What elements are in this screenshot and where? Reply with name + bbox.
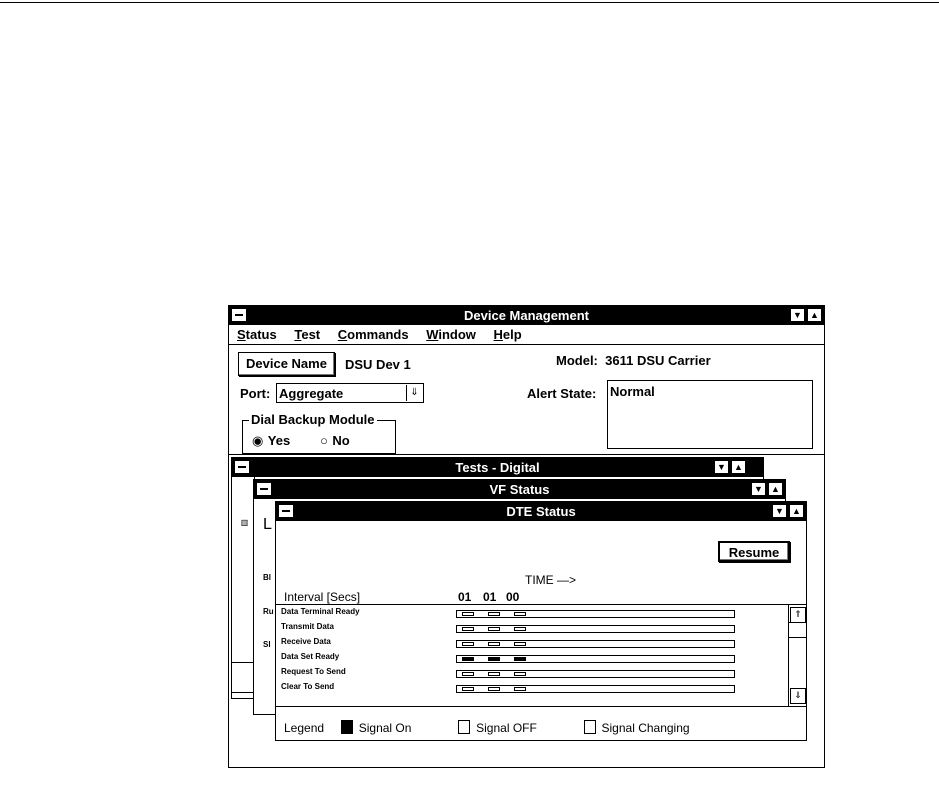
signal-changing-swatch [584,720,596,734]
radio-yes[interactable]: ◉ Yes [252,433,291,448]
maximize-icon[interactable]: ▲ [807,308,822,322]
vf-minimize-icon[interactable]: ▼ [751,482,766,496]
signal-sample [514,657,526,661]
vf-window-title: VF Status [489,482,550,497]
signal-bar [456,640,735,648]
signal-name: Receive Data [281,637,331,646]
tests-partial-label-3: Sl [263,640,271,649]
signal-name: Clear To Send [281,682,335,691]
port-label: Port: [240,386,271,401]
vf-window-titlebar[interactable] [254,480,785,499]
signal-name: Data Set Ready [281,652,340,661]
model-value: 3611 DSU Carrier [605,353,711,368]
menu-commands[interactable]: Commands [337,327,409,342]
signal-name: Request To Send [281,667,346,676]
menu-status[interactable]: Status [237,327,277,342]
dial-backup-legend: Dial Backup Module [251,412,375,427]
menu-help[interactable]: Help [493,327,522,342]
device-window-title: Device Management [464,308,589,323]
model-label: Model: 3611 DSU Carrier [556,353,711,368]
signal-name: Data Terminal Ready [281,607,360,616]
signal-list [276,604,806,707]
menu-divider [229,344,824,345]
dte-maximize-icon[interactable]: ▲ [789,504,804,518]
minimize-icon[interactable]: ▼ [790,308,805,322]
page-rule [0,2,939,3]
signal-sample [488,687,500,691]
signal-sample [488,672,500,676]
tests-partial-label-1: Bl [263,573,271,582]
device-name-value: DSU Dev 1 [345,357,411,372]
signal-bar [456,625,735,633]
signal-sample [462,657,474,661]
dte-minimize-icon[interactable]: ▼ [772,504,787,518]
legend-signal-on: Signal On [358,721,412,735]
dte-window-titlebar[interactable] [276,502,806,521]
signal-sample [514,627,526,631]
signal-bar [456,670,735,678]
vf-partial-label: L [263,516,272,533]
tests-window-titlebar[interactable] [232,458,763,477]
dial-backup-group [242,412,396,454]
device-window-titlebar[interactable] [229,306,824,325]
dte-status-window [275,501,807,741]
legend-title: Legend [284,721,325,735]
signal-bar [456,610,735,618]
interval-label: Interval [Secs] [284,590,361,604]
dropdown-arrow-icon[interactable]: ⇓ [406,385,422,401]
port-select[interactable] [276,383,424,403]
signal-sample [462,687,474,691]
radio-yes-icon: ◉ [252,433,264,448]
port-select-value: Aggregate [279,386,344,401]
scrollbar[interactable] [788,605,806,706]
tests-system-menu-icon[interactable] [234,460,250,474]
scroll-down-icon[interactable]: ⇓ [790,688,806,704]
signal-on-swatch [341,720,353,734]
signal-sample [488,627,500,631]
signal-sample [462,627,474,631]
radio-no-icon: ○ [320,433,328,448]
signal-bar [456,655,735,663]
scroll-up-icon[interactable]: ⇑ [790,607,806,623]
legend-signal-off: Signal OFF [476,721,537,735]
vf-system-menu-icon[interactable] [256,482,272,496]
menu-bar [237,327,536,342]
interval-value-3: 00 [506,590,520,604]
signal-bar [456,685,735,693]
device-name-button[interactable]: Device Name [238,352,335,376]
device-panel-divider [229,454,824,455]
interval-value-2: 01 [483,590,497,604]
tests-grip-icon: ▥ [240,518,249,527]
signal-sample [462,642,474,646]
alert-state-label: Alert State: [527,386,597,401]
scroll-thumb[interactable] [789,622,806,638]
tests-partial-label-2: Ru [263,607,274,616]
dte-window-title: DTE Status [506,504,576,519]
radio-no[interactable]: ○ No [320,433,350,448]
menu-test[interactable]: Test [294,327,321,342]
signal-sample [462,672,474,676]
signal-sample [488,612,500,616]
alert-state-value: Normal [610,384,655,399]
tests-bottom-cell [232,662,254,693]
time-label: TIME —> [525,573,577,587]
dte-system-menu-icon[interactable] [278,504,294,518]
signal-sample [514,672,526,676]
signal-sample [514,612,526,616]
signal-sample [488,657,500,661]
signal-sample [514,687,526,691]
resume-button[interactable]: Resume [718,541,790,562]
signal-sample [488,642,500,646]
legend-signal-changing: Signal Changing [601,721,690,735]
signal-name: Transmit Data [281,622,334,631]
alert-state-box [607,380,813,449]
signal-sample [462,612,474,616]
tests-minimize-icon[interactable]: ▼ [714,460,729,474]
system-menu-icon[interactable] [231,308,247,322]
signal-sample [514,642,526,646]
interval-value-1: 01 [458,590,472,604]
tests-maximize-icon[interactable]: ▲ [731,460,746,474]
tests-window-title: Tests - Digital [455,460,540,475]
vf-maximize-icon[interactable]: ▲ [768,482,783,496]
menu-window[interactable]: Window [426,327,476,342]
legend-row [284,720,690,735]
signal-off-swatch [458,720,470,734]
